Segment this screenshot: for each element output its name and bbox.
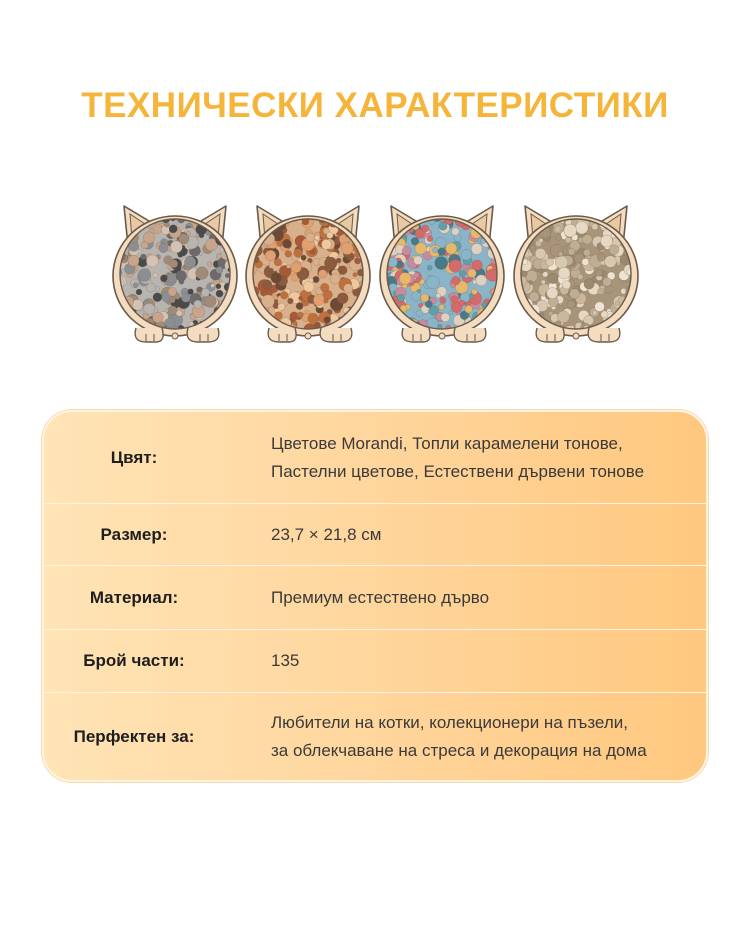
spec-value: 135 [271, 651, 300, 670]
pastel-cat-puzzle-image [377, 200, 507, 352]
cat-puzzle-icon [110, 200, 240, 352]
puzzle-variants [0, 200, 750, 360]
natural-cat-puzzle-image [511, 200, 641, 352]
cat-puzzle-icon [511, 200, 641, 352]
cat-puzzle-icon [243, 200, 373, 352]
spec-label: Размер: [100, 524, 168, 544]
spec-label: Перфектен за: [73, 726, 195, 746]
specifications-card [42, 410, 708, 782]
spec-row-material [44, 566, 706, 629]
spec-label: Брой части: [83, 651, 185, 670]
spec-value: Премиум естествено дърво [271, 587, 490, 607]
spec-value: 23,7 × 21,8 см [271, 524, 382, 544]
caramel-cat-puzzle-image [243, 200, 373, 352]
cat-puzzle-icon [377, 200, 507, 352]
spec-label: Материал: [89, 587, 179, 607]
spec-row-perfect-for [44, 693, 706, 780]
page-title: ТЕХНИЧЕСКИ ХАРАКТЕРИСТИКИ [81, 86, 669, 125]
spec-value: Цветове Morandi, Топли карамелени тонове, Пастелни цветове, Естествени дървени тонове [271, 433, 645, 481]
spec-value: Любители на котки, колекционери на пъзели, за облекчаване на стреса и декорация на дома [271, 712, 647, 760]
morandi-cat-puzzle-image [110, 200, 240, 352]
spec-label: Цвят: [110, 447, 158, 467]
spec-row-color [44, 412, 706, 503]
spec-row-size [44, 504, 706, 565]
spec-row-pieces [44, 630, 706, 692]
